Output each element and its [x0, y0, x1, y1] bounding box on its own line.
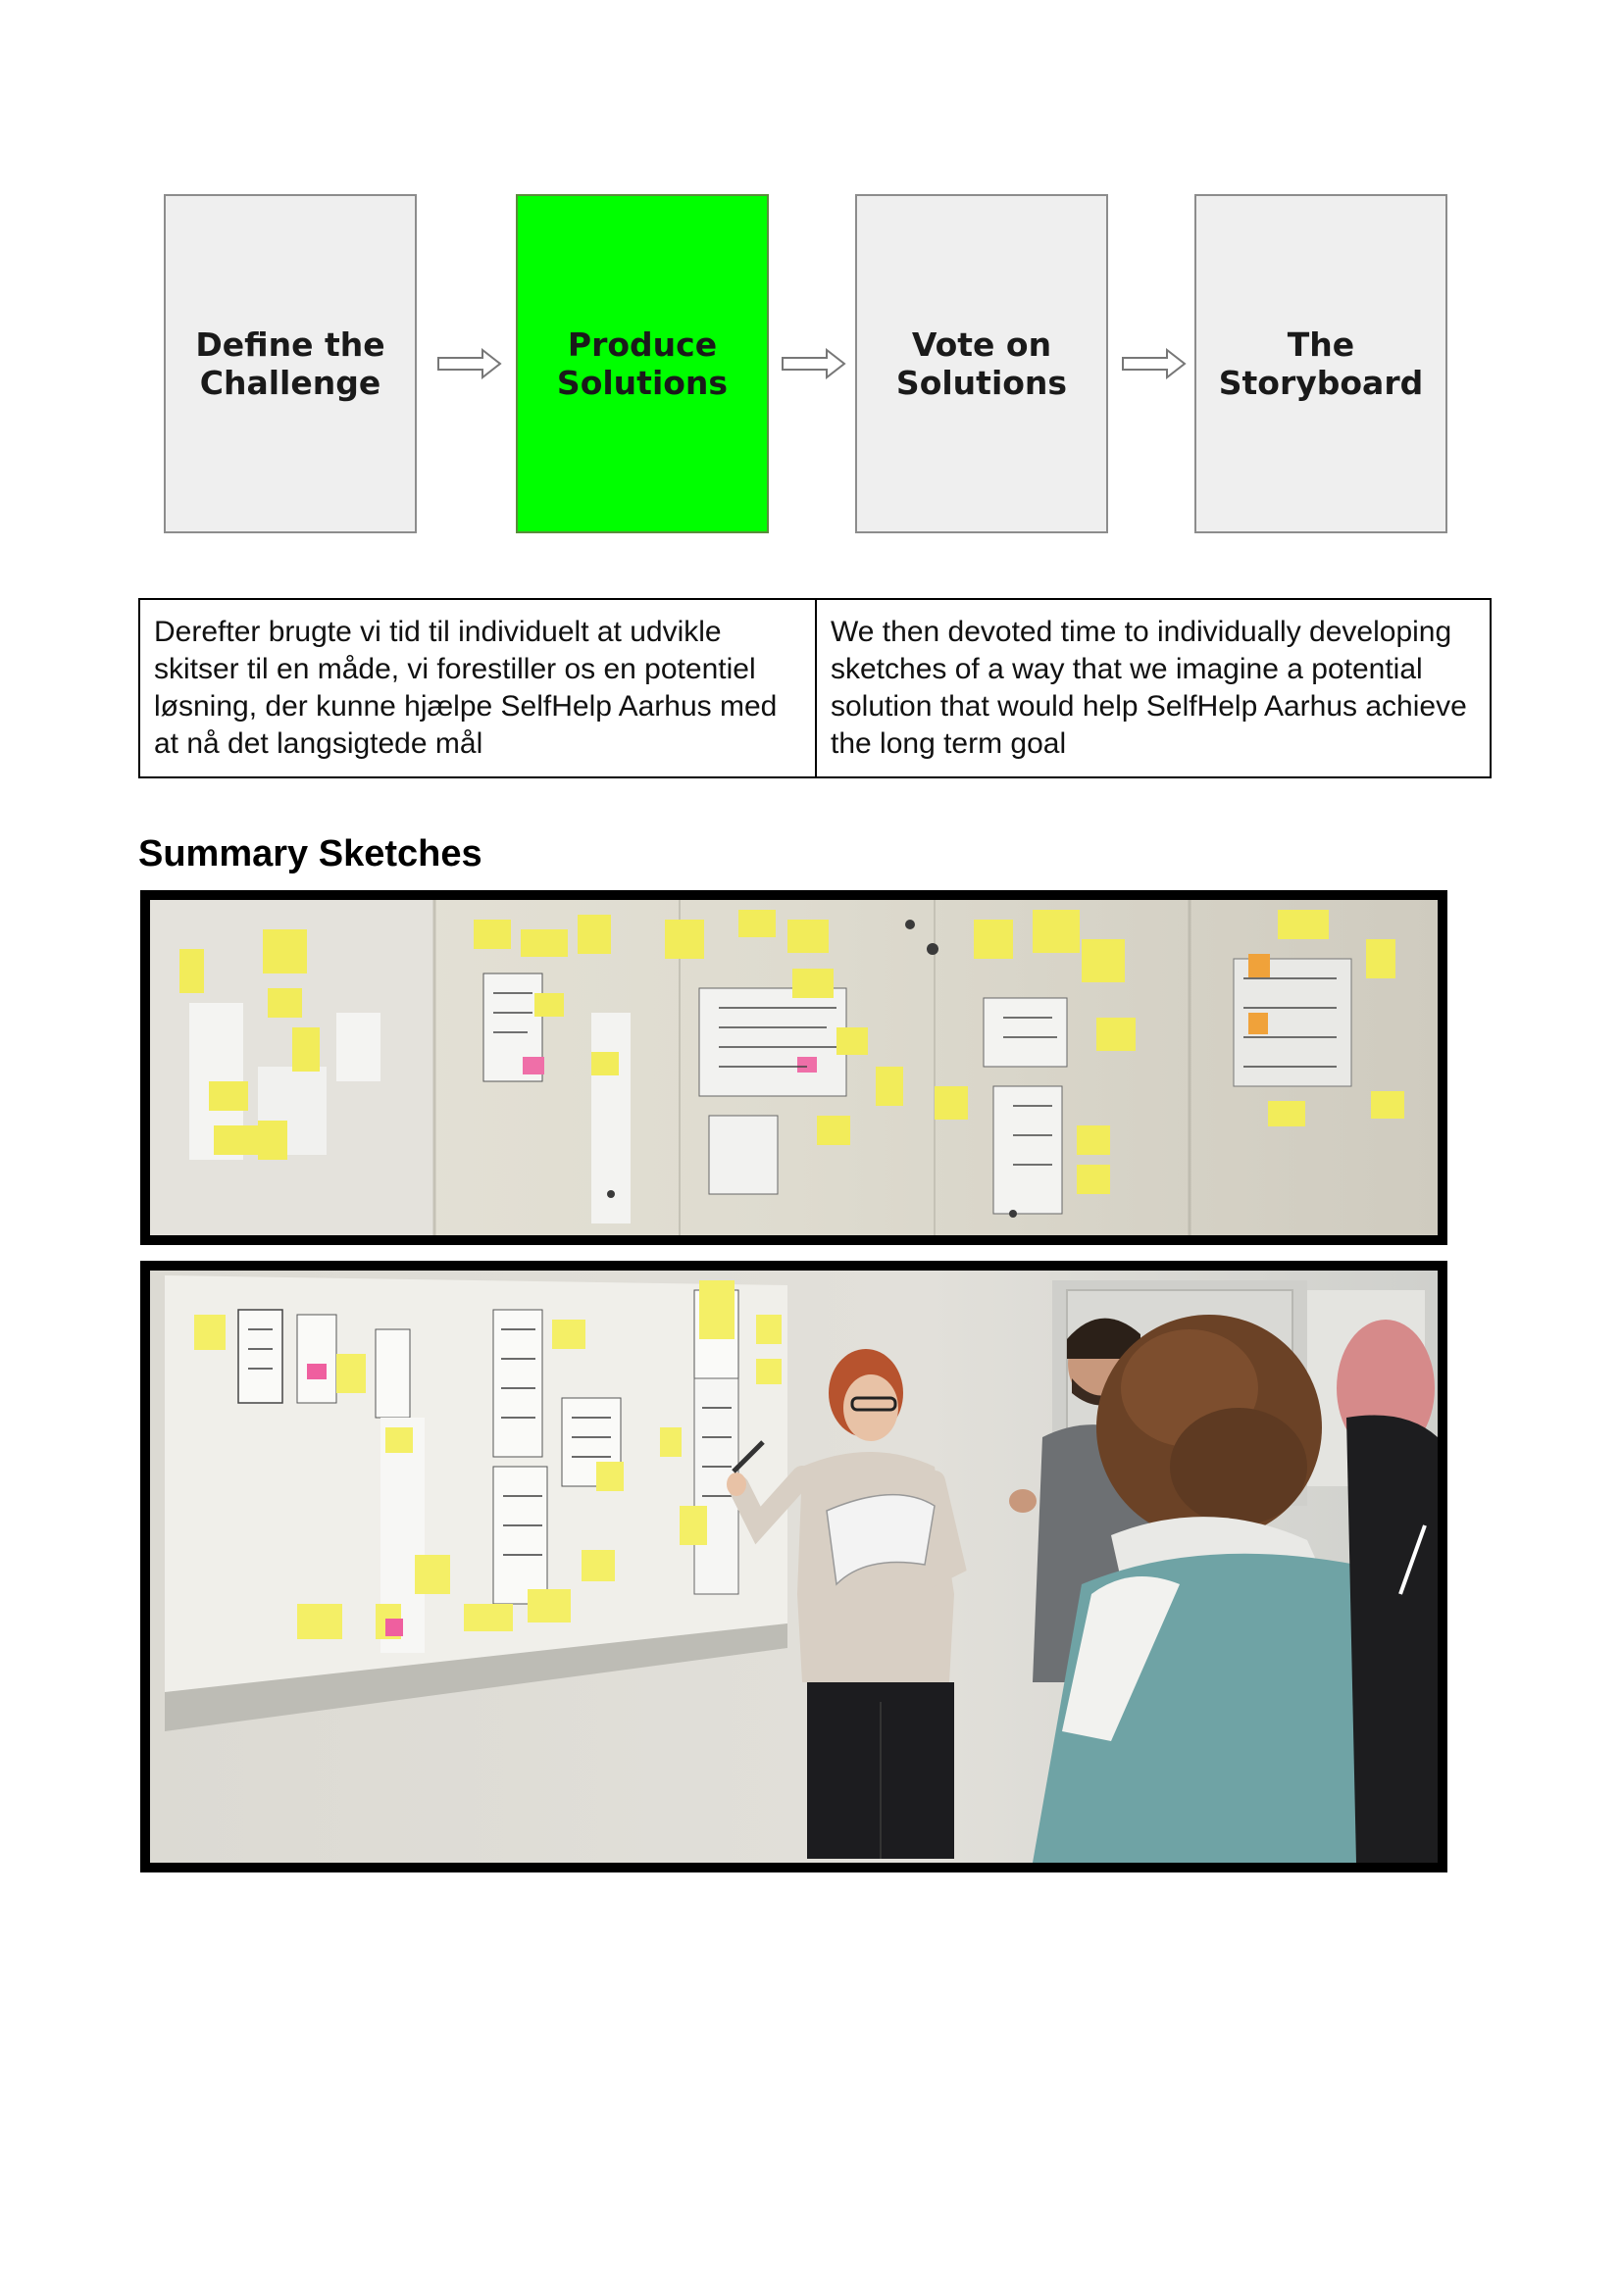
photo-whiteboard-sketches [140, 890, 1447, 1245]
arrow-right-icon [782, 348, 846, 379]
step-define-the-challenge [164, 194, 417, 533]
step-the-storyboard [1194, 194, 1447, 533]
english-description: We then devoted time to individually developing sketches of a way that we imagine a potential solution that would help SelfHelp Aarhus achieve the long term goal [815, 600, 1490, 776]
section-heading: Summary Sketches [138, 833, 482, 874]
arrow-right-icon [437, 348, 502, 379]
bilingual-description-table [138, 598, 1492, 778]
step-label: The Storyboard [1218, 325, 1424, 402]
step-produce-solutions [516, 194, 769, 533]
step-vote-on-solutions [855, 194, 1108, 533]
photo-presenter-at-wall [140, 1261, 1447, 1872]
step-label: Produce Solutions [556, 325, 729, 402]
whiteboard-photo-image [150, 900, 1438, 1235]
step-label: Define the Challenge [195, 325, 385, 402]
arrow-right-icon [1122, 348, 1187, 379]
presenter-photo-image [150, 1271, 1438, 1863]
step-label: Vote on Solutions [895, 325, 1068, 402]
danish-description: Derefter brugte vi tid til individuelt at udvikle skitser til en måde, vi forestiller os en potentiel løsning, der kunne hjælpe SelfHelp Aarhus med at nå det langsigtede mål [154, 616, 778, 760]
